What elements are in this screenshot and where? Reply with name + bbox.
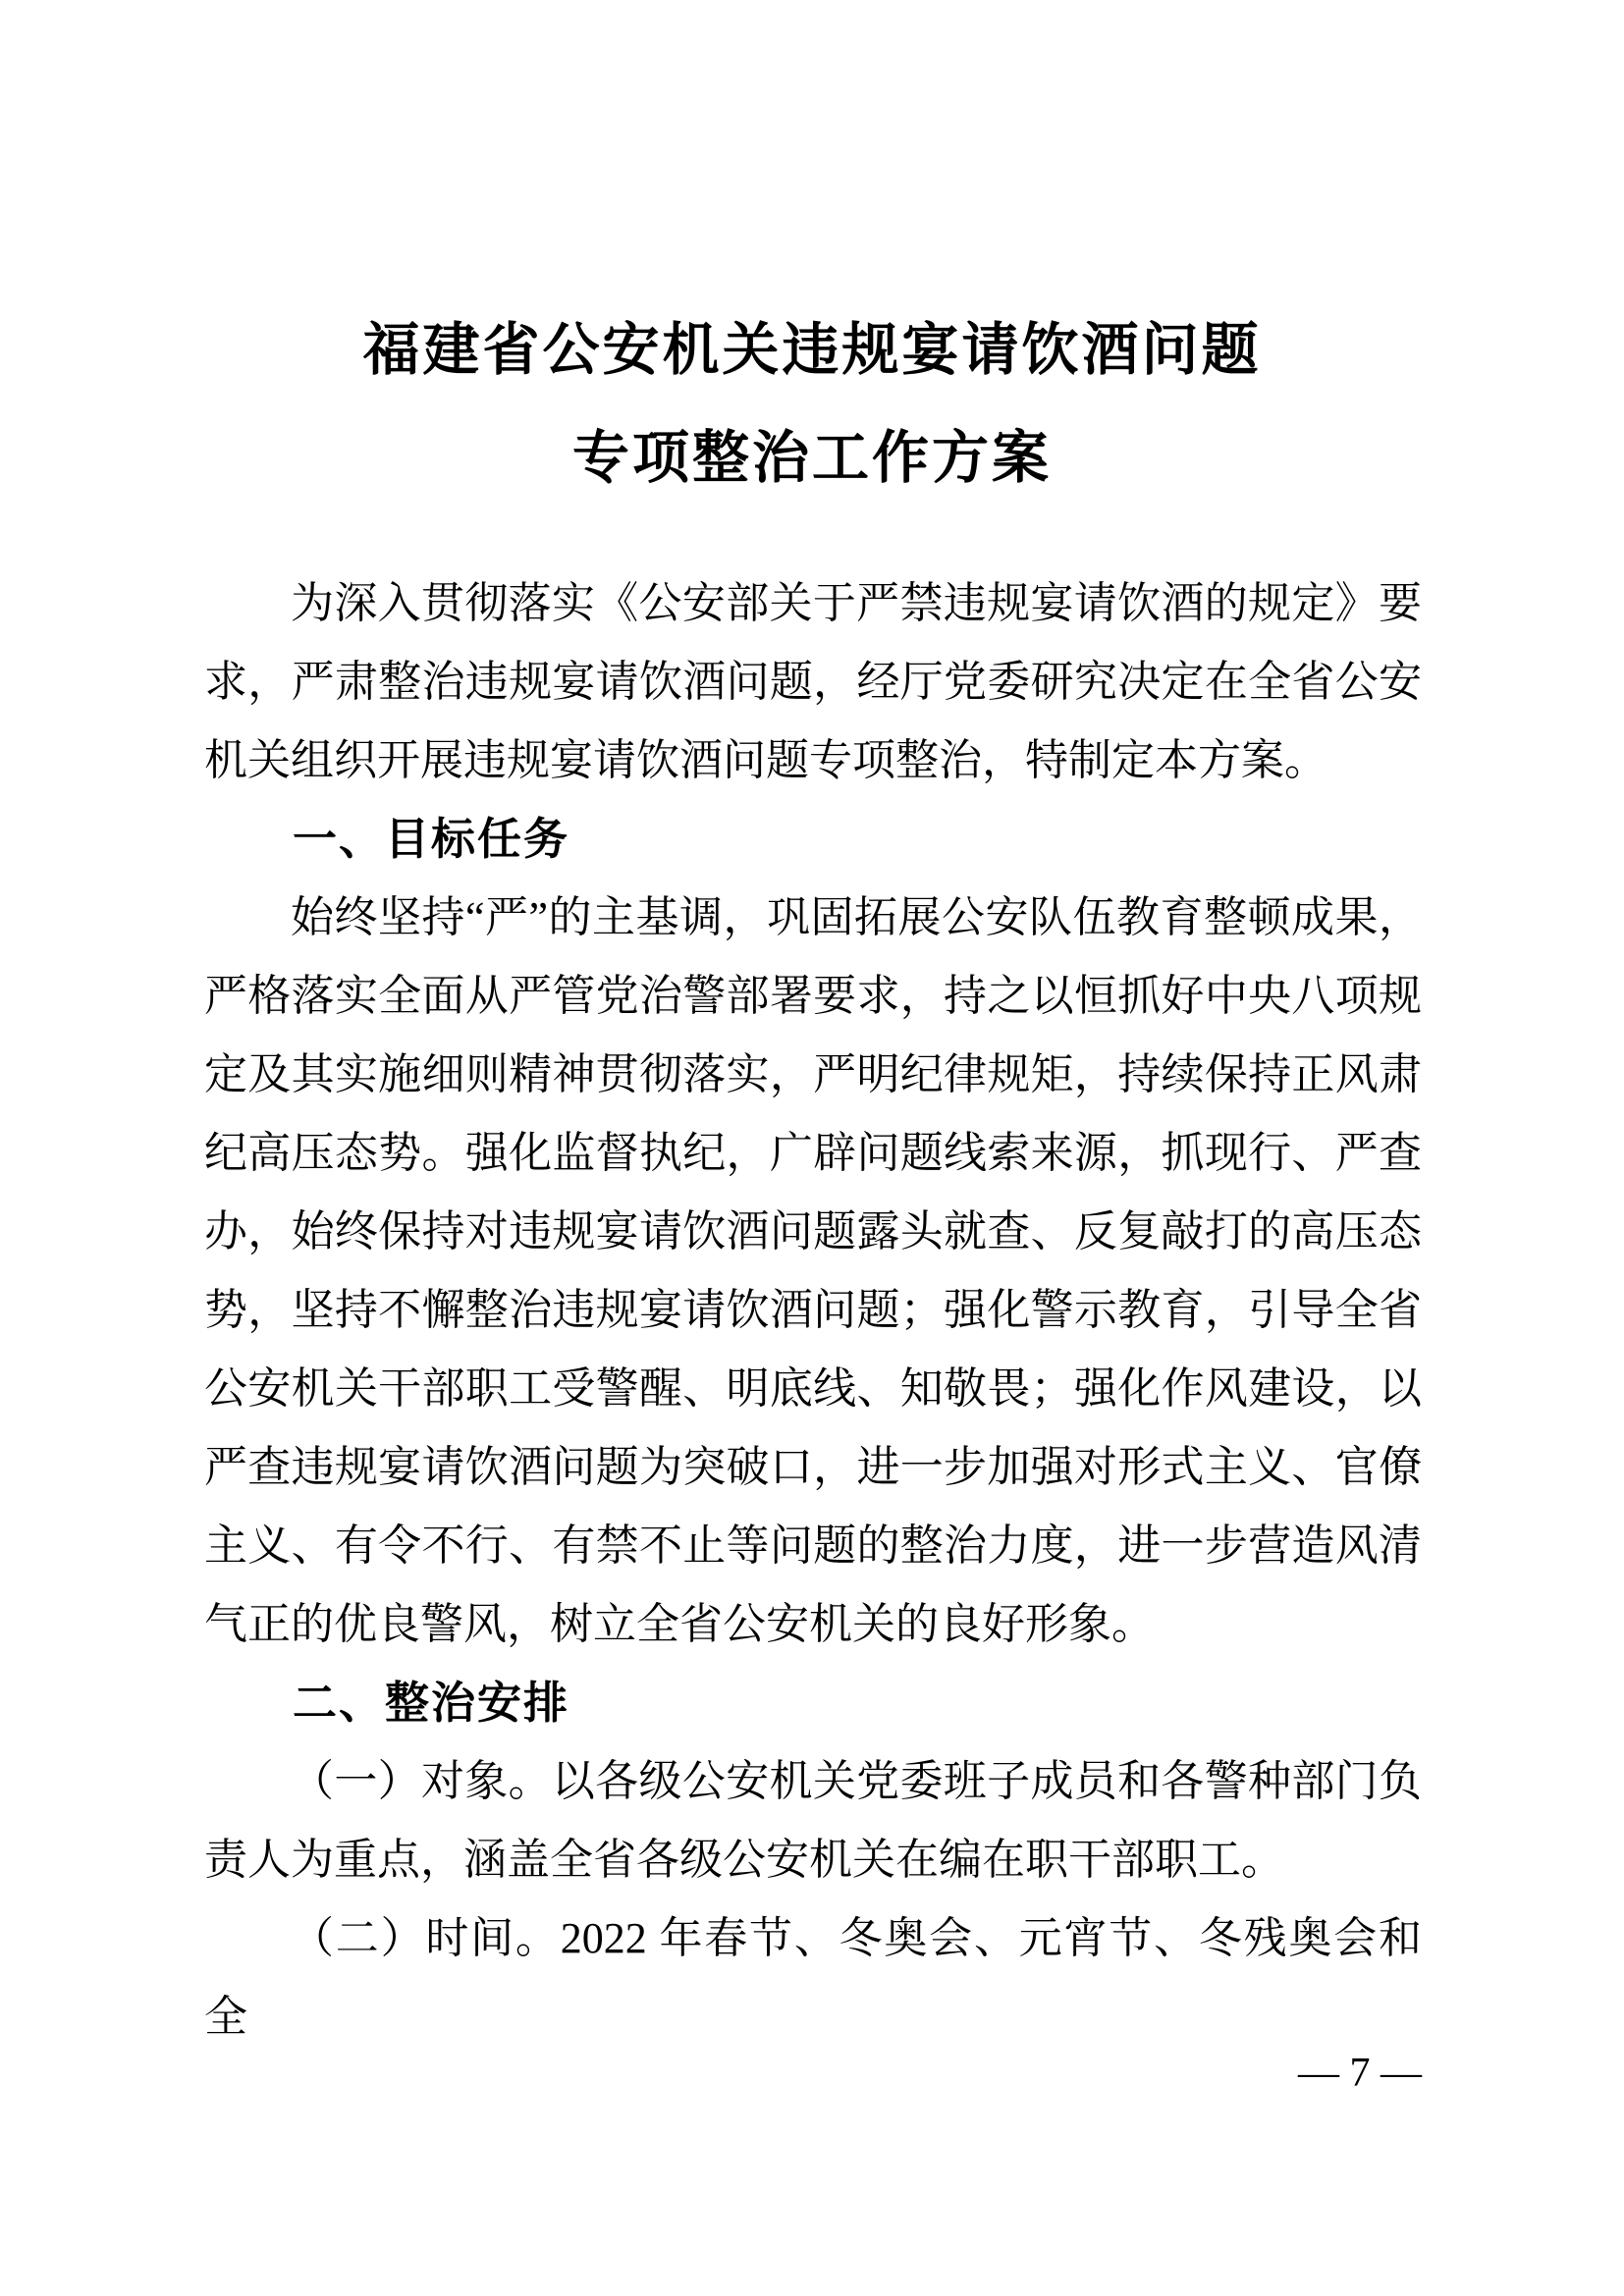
text-line: 求，严肃整治违规宴请饮酒问题，经厅党委研究决定在全省公安 bbox=[204, 658, 1422, 706]
text-line: 严查违规宴请饮酒问题为突破口，进一步加强对形式主义、官僚 bbox=[204, 1443, 1422, 1491]
paragraph bbox=[204, 1899, 1422, 2056]
paragraph bbox=[204, 564, 1422, 800]
document-title-line-2: 专项整治工作方案 bbox=[571, 426, 1052, 490]
text-line: 定及其实施细则精神贯彻落实，严明纪律规矩，持续保持正风肃 bbox=[204, 1050, 1422, 1098]
document-title bbox=[0, 296, 1624, 512]
text-line: （一）对象。以各级公安机关党委班子成员和各警种部门负 bbox=[291, 1757, 1422, 1805]
section-heading: 一、目标任务 bbox=[293, 814, 570, 864]
text-line: 责人为重点，涵盖全省各级公安机关在编在职干部职工。 bbox=[204, 1836, 1284, 1884]
paragraph bbox=[204, 1742, 1422, 1899]
paragraph bbox=[204, 879, 1422, 1664]
text-line: 纪高压态势。强化监督执纪，广辟问题线索来源，抓现行、严查 bbox=[204, 1129, 1422, 1177]
text-line: 严格落实全面从严管党治警部署要求，持之以恒抓好中央八项规 bbox=[204, 972, 1422, 1020]
document-title-line-1: 福建省公安机关违规宴请饮酒问题 bbox=[362, 318, 1262, 382]
text-line: 气正的优良警风，树立全省公安机关的良好形象。 bbox=[204, 1600, 1155, 1648]
text-line: 机关组织开展违规宴请饮酒问题专项整治，特制定本方案。 bbox=[204, 736, 1327, 784]
text-line: 公安机关干部职工受警醒、明底线、知敬畏；强化作风建设，以 bbox=[204, 1364, 1422, 1413]
page-number: — 7 — bbox=[1298, 2051, 1422, 2096]
text-line: 主义、有令不行、有禁不止等问题的整治力度，进一步营造风清 bbox=[204, 1522, 1422, 1570]
text-line: 势，坚持不懈整治违规宴请饮酒问题；强化警示教育，引导全省 bbox=[204, 1286, 1422, 1334]
text-line: 始终坚持“严”的主基调，巩固拓展公安队伍教育整顿成果， bbox=[291, 893, 1422, 941]
text-line: 为深入贯彻落实《公安部关于严禁违规宴请饮酒的规定》要 bbox=[291, 579, 1422, 627]
text-line: （二）时间。2022 年春节、冬奥会、元宵节、冬残奥会和全 bbox=[204, 1914, 1422, 2041]
document-body bbox=[204, 564, 1422, 2056]
text-line: 办，始终保持对违规宴请饮酒问题露头就查、反复敲打的高压态 bbox=[204, 1207, 1422, 1255]
section-heading: 二、整治安排 bbox=[293, 1678, 570, 1728]
